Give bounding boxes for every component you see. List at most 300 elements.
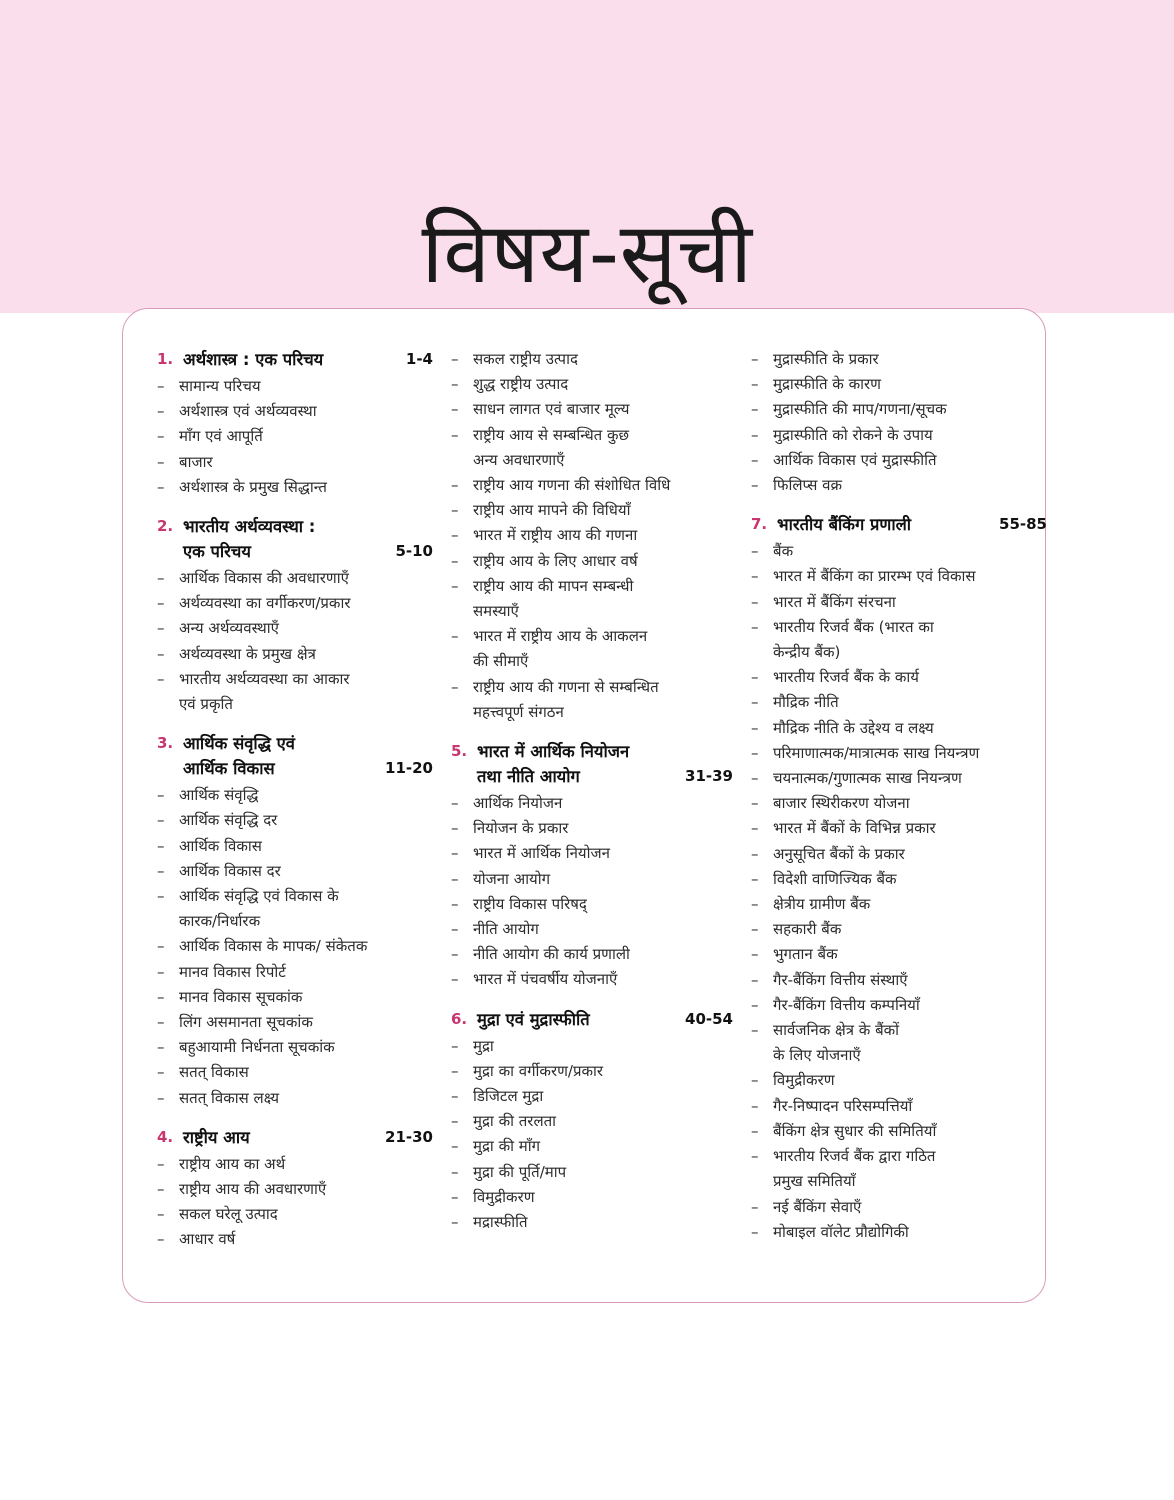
- dash-bullet-icon: –: [157, 377, 165, 395]
- toc-sub-item[interactable]: [157, 1086, 433, 1111]
- toc-sub-item[interactable]: [751, 448, 1047, 473]
- dash-bullet-icon: –: [451, 1112, 459, 1131]
- dash-bullet-icon: –: [751, 350, 759, 368]
- toc-sub-item-line-2: अन्य अवधारणाएँ: [473, 450, 565, 469]
- chapter-page-range: 55-85: [999, 515, 1047, 534]
- toc-sub-item-line-1: मद्रास्फीति: [473, 1213, 528, 1232]
- toc-sub-item-line-1: भारत में राष्ट्रीय आय की गणना: [473, 526, 638, 545]
- toc-sub-item-line-1: गैर-निष्पादन परिसम्पत्तियाँ: [773, 1096, 913, 1115]
- toc-sub-item[interactable]: [451, 1109, 733, 1134]
- dash-bullet-icon: –: [451, 1213, 459, 1232]
- toc-sub-item[interactable]: [751, 1119, 1047, 1144]
- dash-bullet-icon: –: [751, 1197, 759, 1216]
- toc-sub-item-line-1: मुद्रा की पूर्ति/माप: [473, 1162, 567, 1181]
- toc-sub-item[interactable]: [157, 834, 433, 859]
- toc-sub-item[interactable]: [751, 564, 1047, 589]
- dash-bullet-icon: –: [751, 450, 759, 469]
- toc-sub-item-text: [473, 624, 733, 674]
- toc-sub-item-line-1: बैंक: [773, 542, 794, 561]
- dash-bullet-icon: –: [451, 945, 459, 964]
- chapter-page-range: 5-10: [395, 542, 433, 561]
- dash-bullet-icon: –: [451, 400, 459, 419]
- toc-sub-item-line-1: राष्ट्रीय आय गणना की संशोधित विधि: [473, 476, 671, 495]
- toc-sub-item[interactable]: [157, 1152, 433, 1177]
- toc-sub-item-line-1: सामान्य परिचय: [179, 377, 261, 395]
- toc-sub-item-line-1: भारतीय रिजर्व बैंक (भारत का: [773, 617, 934, 636]
- dash-bullet-icon: –: [157, 669, 165, 688]
- toc-sub-item[interactable]: [157, 960, 433, 985]
- dash-bullet-icon: –: [751, 1021, 759, 1040]
- chapter-title: आर्थिक संवृद्धि एवं: [183, 734, 295, 754]
- toc-sub-item[interactable]: [157, 450, 433, 475]
- toc-sub-item-text: [473, 347, 733, 372]
- toc-sub-item[interactable]: [751, 716, 1047, 741]
- toc-sub-item-line-1: मुद्रा का वर्गीकरण/प्रकार: [473, 1061, 604, 1080]
- toc-sub-item[interactable]: [451, 892, 733, 917]
- toc-sub-item[interactable]: [751, 372, 1047, 397]
- toc-sub-item[interactable]: [451, 967, 733, 992]
- chapter-title-line-1: [183, 514, 433, 539]
- toc-sub-item-line-1: मुद्रा की तरलता: [473, 1112, 557, 1131]
- toc-sub-item-text: [179, 475, 433, 500]
- chapter-entry[interactable]: [751, 512, 1047, 537]
- toc-sub-item-line-1: भारत में आर्थिक नियोजन: [473, 844, 610, 863]
- toc-sub-item-text: [773, 766, 1047, 791]
- dash-bullet-icon: –: [751, 769, 759, 788]
- toc-sub-item-text: [179, 1010, 433, 1035]
- dash-bullet-icon: –: [451, 844, 459, 863]
- dash-bullet-icon: –: [751, 718, 759, 737]
- toc-sub-item[interactable]: [451, 841, 733, 866]
- dash-bullet-icon: –: [751, 592, 759, 611]
- toc-sub-item-line-1: मानव विकास सूचकांक: [179, 987, 303, 1006]
- chapter-body: [477, 739, 733, 789]
- dash-bullet-icon: –: [157, 1154, 165, 1173]
- toc-sub-item-text: [773, 397, 1047, 422]
- chapter-entry[interactable]: [451, 739, 733, 789]
- dash-bullet-icon: –: [157, 811, 165, 830]
- toc-sub-item[interactable]: [751, 892, 1047, 917]
- chapter-body: [183, 1125, 433, 1150]
- toc-sub-item-line-1: मुद्रा की माँग: [473, 1137, 541, 1156]
- dash-bullet-icon: –: [751, 542, 759, 561]
- toc-sub-item[interactable]: [751, 423, 1047, 448]
- toc-sub-item-line-1: भारत में बैंकों के विभिन्न प्रकार: [773, 819, 936, 838]
- toc-sub-item[interactable]: [751, 1144, 1047, 1194]
- chapter-body: [777, 512, 1047, 537]
- toc-sub-item[interactable]: [451, 791, 733, 816]
- toc-sub-item-text: [179, 1227, 433, 1252]
- toc-sub-item[interactable]: [451, 423, 733, 473]
- toc-sub-item-text: [179, 642, 433, 667]
- toc-sub-item-text: [773, 1068, 1047, 1093]
- dash-bullet-icon: –: [751, 895, 759, 914]
- toc-sub-item-text: [773, 1220, 1047, 1245]
- toc-sub-item[interactable]: [751, 766, 1047, 791]
- toc-sub-item-text: [473, 1059, 733, 1084]
- toc-sub-item[interactable]: [451, 347, 733, 372]
- chapter-number: 3.: [157, 734, 174, 753]
- toc-sub-item-line-1: अर्थशास्त्र एवं अर्थव्यवस्था: [179, 402, 317, 421]
- toc-sub-item-text: [473, 917, 733, 942]
- toc-sub-item-line-1: मानव विकास रिपोर्ट: [179, 962, 286, 981]
- toc-sub-item-line-1: अर्थशास्त्र के प्रमुख सिद्धान्त: [179, 477, 327, 496]
- toc-sub-item-text: [473, 397, 733, 422]
- toc-sub-item-text: [773, 816, 1047, 841]
- toc-sub-item-line-1: अनुसूचित बैंकों के प्रकार: [773, 844, 905, 863]
- toc-sub-item-text: [179, 985, 433, 1010]
- dash-bullet-icon: –: [157, 644, 165, 663]
- toc-sub-item-text: [179, 808, 433, 833]
- toc-sub-item[interactable]: [157, 1035, 433, 1060]
- toc-sub-item-text: [179, 1202, 433, 1227]
- toc-sub-item[interactable]: [157, 591, 433, 616]
- dash-bullet-icon: –: [157, 402, 165, 421]
- dash-bullet-icon: –: [451, 350, 459, 368]
- toc-sub-item-text: [773, 347, 1047, 372]
- toc-sub-item[interactable]: [751, 842, 1047, 867]
- toc-sub-item[interactable]: [451, 1210, 733, 1235]
- toc-sub-item-line-1: आर्थिक विकास के मापक/ संकेतक: [179, 937, 368, 956]
- toc-sub-item[interactable]: [751, 741, 1047, 766]
- toc-sub-item-text: [179, 566, 433, 591]
- dash-bullet-icon: –: [751, 970, 759, 989]
- toc-sub-item-line-1: मुद्रास्फीति को रोकने के उपाय: [773, 425, 933, 444]
- toc-sub-item[interactable]: [157, 1202, 433, 1227]
- chapter-page-range: 21-30: [385, 1127, 433, 1146]
- dash-bullet-icon: –: [751, 920, 759, 939]
- dash-bullet-icon: –: [157, 937, 165, 956]
- toc-sub-item-line-1: लिंग असमानता सूचकांक: [179, 1013, 313, 1032]
- toc-sub-item-text: [773, 1094, 1047, 1119]
- toc-sub-item[interactable]: [451, 523, 733, 548]
- toc-sub-item[interactable]: [451, 574, 733, 624]
- toc-sub-item-text: [179, 374, 433, 399]
- toc-sub-item[interactable]: [157, 1010, 433, 1035]
- toc-sub-item-line-1: नियोजन के प्रकार: [473, 819, 569, 838]
- toc-sub-item[interactable]: [751, 665, 1047, 690]
- toc-sub-item[interactable]: [157, 667, 433, 717]
- toc-sub-item-text: [179, 934, 433, 959]
- dash-bullet-icon: –: [157, 1180, 165, 1199]
- toc-sub-item-line-1: राष्ट्रीय विकास परिषद्: [473, 894, 587, 913]
- toc-sub-item-line-1: योजना आयोग: [473, 869, 551, 888]
- toc-sub-item[interactable]: [451, 473, 733, 498]
- toc-sub-item-line-2: समस्याएँ: [473, 602, 519, 621]
- toc-sub-item-text: [773, 942, 1047, 967]
- dash-bullet-icon: –: [451, 375, 459, 394]
- chapter-number: 1.: [157, 350, 174, 368]
- toc-sub-item[interactable]: [451, 549, 733, 574]
- chapter-page-range: 40-54: [685, 1009, 733, 1028]
- toc-sub-item[interactable]: [157, 374, 433, 399]
- toc-sub-item[interactable]: [451, 1059, 733, 1084]
- chapter-entry[interactable]: [157, 731, 433, 781]
- toc-sub-item-line-1: नीति आयोग: [473, 920, 539, 939]
- toc-sub-item[interactable]: [157, 642, 433, 667]
- dash-bullet-icon: –: [751, 743, 759, 762]
- toc-sub-item-text: [773, 892, 1047, 917]
- toc-sub-item-line-1: बैंकिंग क्षेत्र सुधार की समितियाँ: [773, 1121, 937, 1140]
- dash-bullet-icon: –: [157, 619, 165, 638]
- toc-sub-item-text: [473, 867, 733, 892]
- toc-sub-item-text: [179, 616, 433, 641]
- toc-sub-item-text: [773, 372, 1047, 397]
- toc-sub-item-text: [773, 867, 1047, 892]
- toc-sub-item[interactable]: [751, 968, 1047, 993]
- dash-bullet-icon: –: [451, 1061, 459, 1080]
- toc-sub-item-text: [773, 1018, 1047, 1068]
- chapter-entry[interactable]: [157, 347, 433, 372]
- chapter-title: राष्ट्रीय आय: [183, 1127, 250, 1147]
- toc-sub-item-line-1: सकल राष्ट्रीय उत्पाद: [473, 350, 578, 368]
- toc-sub-item-text: [473, 942, 733, 967]
- toc-sub-item-line-1: राष्ट्रीय आय की गणना से सम्बन्धित: [473, 677, 659, 696]
- dash-bullet-icon: –: [451, 920, 459, 939]
- toc-sub-item[interactable]: [451, 867, 733, 892]
- chapter-title-continuation: एक परिचय: [183, 542, 251, 562]
- toc-sub-item-text: [773, 917, 1047, 942]
- toc-sub-item[interactable]: [157, 783, 433, 808]
- toc-sub-item[interactable]: [451, 1084, 733, 1109]
- toc-sub-item[interactable]: [157, 985, 433, 1010]
- toc-sub-item[interactable]: [451, 1160, 733, 1185]
- toc-sub-item[interactable]: [451, 498, 733, 523]
- dash-bullet-icon: –: [451, 970, 459, 989]
- dash-bullet-icon: –: [751, 400, 759, 419]
- toc-sub-item[interactable]: [451, 397, 733, 422]
- chapter-entry[interactable]: [157, 1125, 433, 1150]
- toc-sub-item-line-1: अर्थव्यवस्था का वर्गीकरण/प्रकार: [179, 594, 351, 613]
- toc-sub-item-text: [179, 591, 433, 616]
- toc-sub-item[interactable]: [157, 884, 433, 934]
- dash-bullet-icon: –: [157, 569, 165, 588]
- toc-sub-item[interactable]: [451, 624, 733, 674]
- dash-bullet-icon: –: [751, 567, 759, 586]
- toc-sub-item[interactable]: [451, 816, 733, 841]
- dash-bullet-icon: –: [751, 1147, 759, 1166]
- dash-bullet-icon: –: [157, 1230, 165, 1249]
- dash-bullet-icon: –: [751, 1071, 759, 1090]
- toc-sub-item-text: [179, 1177, 433, 1202]
- toc-sub-item[interactable]: [751, 993, 1047, 1018]
- toc-sub-item[interactable]: [451, 917, 733, 942]
- toc-sub-item-text: [473, 1084, 733, 1109]
- toc-sub-item-line-1: साधन लागत एवं बाजार मूल्य: [473, 400, 630, 419]
- toc-sub-item-text: [773, 993, 1047, 1018]
- toc-sub-item-text: [179, 1152, 433, 1177]
- toc-sub-item-line-1: नई बैंकिंग सेवाएँ: [773, 1197, 862, 1216]
- toc-sub-item[interactable]: [451, 942, 733, 967]
- toc-sub-item-line-1: नीति आयोग की कार्य प्रणाली: [473, 945, 630, 964]
- chapter-title: भारतीय बैंकिंग प्रणाली: [777, 515, 912, 535]
- toc-sub-item-line-1: राष्ट्रीय आय से सम्बन्धित कुछ: [473, 425, 630, 444]
- table-of-contents-card: [122, 308, 1046, 1303]
- chapter-title-line-2: [183, 539, 433, 564]
- toc-sub-item[interactable]: [751, 615, 1047, 665]
- toc-sub-item-line-1: सहकारी बैंक: [773, 920, 842, 939]
- toc-sub-item[interactable]: [451, 675, 733, 725]
- toc-sub-item-text: [773, 741, 1047, 766]
- toc-sub-item[interactable]: [751, 539, 1047, 564]
- toc-sub-item-line-1: आर्थिक संवृद्धि: [179, 786, 259, 805]
- toc-sub-item-line-2: कारक/निर्धारक: [179, 912, 261, 931]
- toc-sub-item-text: [773, 791, 1047, 816]
- toc-sub-item-line-1: बाजार स्थिरीकरण योजना: [773, 794, 910, 813]
- dash-bullet-icon: –: [451, 819, 459, 838]
- dash-bullet-icon: –: [157, 452, 165, 471]
- chapter-title-line-2: [183, 756, 433, 781]
- toc-sub-item-line-1: चयनात्मक/गुणात्मक साख नियन्त्रण: [773, 769, 962, 788]
- toc-sub-item[interactable]: [451, 372, 733, 397]
- dash-bullet-icon: –: [751, 995, 759, 1014]
- toc-sub-item-text: [179, 859, 433, 884]
- toc-sub-item-text: [773, 842, 1047, 867]
- dash-bullet-icon: –: [451, 677, 459, 696]
- dash-bullet-icon: –: [451, 526, 459, 545]
- toc-sub-item-text: [773, 1195, 1047, 1220]
- toc-sub-item-line-1: भारत में बैंकिंग का प्रारम्भ एवं विकास: [773, 567, 976, 586]
- toc-sub-item-text: [473, 372, 733, 397]
- toc-sub-item-text: [773, 716, 1047, 741]
- toc-sub-item[interactable]: [157, 1177, 433, 1202]
- dash-bullet-icon: –: [751, 945, 759, 964]
- toc-sub-item[interactable]: [157, 934, 433, 959]
- toc-sub-item-text: [473, 967, 733, 992]
- toc-sub-item-text: [773, 448, 1047, 473]
- toc-sub-item[interactable]: [157, 566, 433, 591]
- toc-sub-item-text: [179, 884, 433, 934]
- toc-sub-item[interactable]: [751, 1094, 1047, 1119]
- dash-bullet-icon: –: [451, 794, 459, 813]
- toc-sub-item[interactable]: [751, 397, 1047, 422]
- toc-sub-item-line-1: आधार वर्ष: [179, 1230, 236, 1249]
- toc-sub-item-text: [473, 1160, 733, 1185]
- toc-sub-item-line-1: राष्ट्रीय आय की अवधारणाएँ: [179, 1180, 327, 1199]
- toc-sub-item-line-1: क्षेत्रीय ग्रामीण बैंक: [773, 895, 871, 914]
- chapter-entry[interactable]: [451, 1007, 733, 1032]
- toc-sub-item-line-1: परिमाणात्मक/मात्रात्मक साख नियन्त्रण: [773, 743, 980, 762]
- toc-sub-item[interactable]: [751, 942, 1047, 967]
- chapter-body: [183, 347, 433, 372]
- dash-bullet-icon: –: [157, 1013, 165, 1032]
- toc-sub-item-line-1: आर्थिक विकास की अवधारणाएँ: [179, 569, 349, 588]
- toc-sub-item[interactable]: [751, 1018, 1047, 1068]
- dash-bullet-icon: –: [157, 1038, 165, 1057]
- toc-sub-item-line-1: मोबाइल वॉलेट प्रौद्योगिकी: [773, 1222, 909, 1241]
- toc-sub-item-line-2: एवं प्रकृति: [179, 695, 233, 714]
- dash-bullet-icon: –: [451, 869, 459, 888]
- toc-sub-item-text: [179, 1035, 433, 1060]
- toc-sub-item[interactable]: [751, 791, 1047, 816]
- toc-sub-item[interactable]: [751, 1195, 1047, 1220]
- toc-sub-item-line-1: मौद्रिक नीति के उद्देश्य व लक्ष्य: [773, 718, 934, 737]
- dash-bullet-icon: –: [451, 1087, 459, 1106]
- toc-sub-item[interactable]: [157, 1227, 433, 1252]
- toc-sub-item-line-2: महत्त्वपूर्ण संगठन: [473, 702, 564, 721]
- dash-bullet-icon: –: [751, 668, 759, 687]
- chapter-entry[interactable]: [157, 514, 433, 564]
- chapter-number: 6.: [451, 1009, 468, 1028]
- toc-sub-item[interactable]: [751, 867, 1047, 892]
- dash-bullet-icon: –: [751, 1121, 759, 1140]
- toc-sub-item-line-1: आर्थिक संवृद्धि दर: [179, 811, 278, 830]
- toc-sub-item-text: [773, 665, 1047, 690]
- dash-bullet-icon: –: [451, 1187, 459, 1206]
- toc-sub-item-text: [473, 473, 733, 498]
- toc-sub-item-line-1: सतत् विकास: [179, 1063, 249, 1082]
- toc-sub-item[interactable]: [157, 859, 433, 884]
- toc-sub-item-line-1: भारत में राष्ट्रीय आय के आकलन: [473, 627, 648, 646]
- toc-sub-item[interactable]: [451, 1134, 733, 1159]
- toc-sub-item[interactable]: [451, 1034, 733, 1059]
- toc-sub-item[interactable]: [751, 1068, 1047, 1093]
- toc-sub-item[interactable]: [751, 590, 1047, 615]
- dash-bullet-icon: –: [157, 887, 165, 906]
- dash-bullet-icon: –: [451, 1036, 459, 1055]
- toc-sub-item[interactable]: [157, 808, 433, 833]
- toc-sub-item-text: [473, 791, 733, 816]
- dash-bullet-icon: –: [157, 1088, 165, 1107]
- toc-sub-item[interactable]: [751, 917, 1047, 942]
- toc-sub-item[interactable]: [157, 424, 433, 449]
- toc-sub-item-line-1: अर्थव्यवस्था के प्रमुख क्षेत्र: [179, 644, 316, 663]
- toc-sub-item[interactable]: [751, 816, 1047, 841]
- toc-sub-item[interactable]: [157, 616, 433, 641]
- chapter-number: 2.: [157, 517, 174, 536]
- dash-bullet-icon: –: [751, 693, 759, 712]
- toc-sub-item-line-1: मुद्रा: [473, 1036, 494, 1055]
- chapter-page-range: 1-4: [405, 350, 433, 368]
- toc-sub-item[interactable]: [157, 1060, 433, 1085]
- toc-sub-item[interactable]: [751, 473, 1047, 498]
- dash-bullet-icon: –: [157, 861, 165, 880]
- toc-sub-item-line-1: राष्ट्रीय आय मापने की विधियाँ: [473, 501, 631, 520]
- chapter-body: [477, 1007, 733, 1032]
- toc-sub-item-text: [179, 834, 433, 859]
- toc-sub-item-text: [773, 615, 1047, 665]
- toc-sub-item[interactable]: [751, 1220, 1047, 1245]
- toc-sub-item-text: [773, 690, 1047, 715]
- toc-sub-item[interactable]: [157, 399, 433, 424]
- toc-sub-item-text: [473, 1034, 733, 1059]
- dash-bullet-icon: –: [157, 1205, 165, 1224]
- toc-sub-item-line-1: आर्थिक विकास एवं मुद्रास्फीति: [773, 450, 937, 469]
- toc-sub-item[interactable]: [451, 1185, 733, 1210]
- dash-bullet-icon: –: [451, 476, 459, 495]
- chapter-title-continuation: तथा नीति आयोग: [477, 767, 580, 787]
- dash-bullet-icon: –: [157, 427, 165, 446]
- toc-sub-item[interactable]: [751, 690, 1047, 715]
- chapter-title-continuation: आर्थिक विकास: [183, 759, 275, 779]
- chapter-number: 4.: [157, 1127, 174, 1146]
- toc-sub-item-text: [179, 399, 433, 424]
- toc-sub-item-line-1: विमुद्रीकरण: [473, 1187, 535, 1206]
- chapter-page-range: 31-39: [685, 767, 733, 786]
- dash-bullet-icon: –: [157, 594, 165, 613]
- toc-sub-item-line-1: आर्थिक विकास: [179, 836, 262, 855]
- toc-sub-item-line-2: के लिए योजनाएँ: [773, 1046, 861, 1065]
- toc-sub-item-line-1: भुगतान बैंक: [773, 945, 838, 964]
- toc-sub-item-text: [773, 473, 1047, 498]
- toc-sub-item-text: [473, 675, 733, 725]
- toc-sub-item[interactable]: [751, 347, 1047, 372]
- toc-sub-item-line-1: बाजार: [179, 452, 213, 471]
- toc-sub-item-text: [473, 549, 733, 574]
- toc-sub-item-text: [179, 1086, 433, 1111]
- toc-sub-item[interactable]: [157, 475, 433, 500]
- toc-sub-item-line-1: मुद्रास्फीति के प्रकार: [773, 350, 879, 368]
